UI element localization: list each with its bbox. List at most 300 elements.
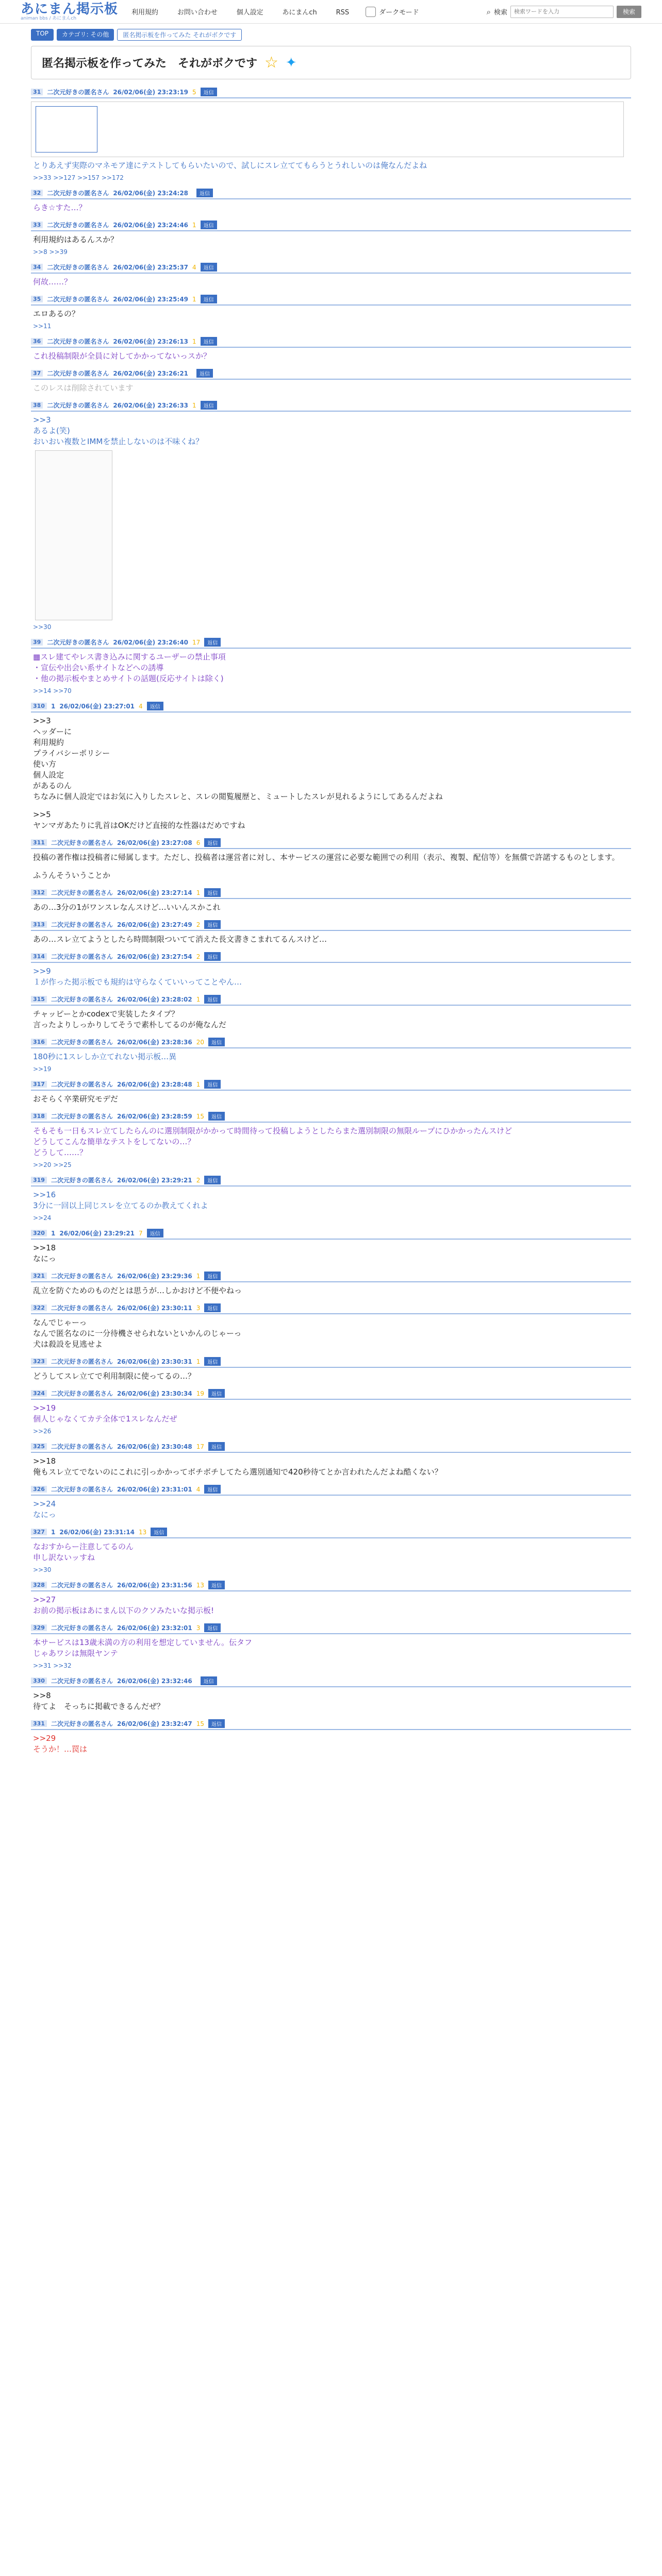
- post-fav-count[interactable]: 2: [196, 953, 201, 960]
- post-replies-links[interactable]: >>11: [33, 323, 52, 330]
- post-line: らき☆すた…？: [33, 203, 87, 212]
- crumb-thread[interactable]: 匿名掲示板を作ってみた それがボクです: [117, 29, 242, 41]
- post-item: [31, 1176, 631, 1222]
- post-item: [31, 1676, 631, 1712]
- post-body: [31, 1009, 631, 1030]
- post-item: [31, 337, 631, 362]
- post-item: [31, 1303, 631, 1350]
- post-author: 二次元好きの匿名さん: [51, 1390, 113, 1397]
- post-line: ヘッダーに: [33, 727, 72, 736]
- post-number[interactable]: 319: [31, 1177, 47, 1183]
- post-replies-links[interactable]: >>19: [33, 1065, 52, 1073]
- post-author: 二次元好きの匿名さん: [47, 89, 109, 96]
- post-author: 二次元好きの匿名さん: [51, 953, 113, 960]
- post-body: [31, 415, 631, 620]
- post-body: [31, 1094, 631, 1105]
- post-fav-count[interactable]: 1: [192, 337, 196, 345]
- post-date: 26/02/06(金) 23:26:33: [113, 402, 189, 409]
- post-author: 二次元好きの匿名さん: [47, 639, 109, 646]
- reply-button[interactable]: 返信: [208, 1442, 225, 1451]
- post-body: [31, 852, 631, 881]
- post-body: [31, 1403, 631, 1425]
- post-author: 二次元好きの匿名さん: [47, 338, 109, 345]
- post-line: おいおい複数とIMMを禁止しないのは不味くね？: [33, 437, 204, 446]
- post-fav-count[interactable]: 1: [192, 221, 196, 229]
- post-body: [31, 277, 631, 287]
- post-line[interactable]: >>24: [33, 1499, 56, 1509]
- post-fav-count[interactable]: 1: [192, 295, 196, 303]
- post-line: 俺もスレ立てでないのにこれに引っかかってボチボチしてたら選別通知で420秒待てとか言われたんだよね酷くない？: [33, 1467, 442, 1477]
- post-date: 26/02/06(金) 23:24:46: [113, 222, 189, 229]
- post-line: チャッピーとかcodexで実装したタイプ？: [33, 1009, 179, 1019]
- post-date: 26/02/06(金) 23:32:46: [117, 1677, 192, 1685]
- post-author: 二次元好きの匿名さん: [51, 1677, 113, 1685]
- post-date: 26/02/06(金) 23:27:49: [117, 921, 192, 928]
- post-body: [31, 202, 631, 213]
- post-number[interactable]: 33: [31, 222, 43, 228]
- post-body: [31, 716, 631, 831]
- post-header: [31, 1719, 631, 1730]
- post-fav-count[interactable]: 1: [196, 1358, 201, 1365]
- post-number[interactable]: 322: [31, 1304, 47, 1311]
- post-number[interactable]: 38: [31, 402, 43, 409]
- post-header: [31, 1112, 631, 1123]
- post-replies-links[interactable]: >>20 >>25: [33, 1161, 72, 1168]
- post-fav-count[interactable]: 17: [192, 638, 201, 646]
- post-number[interactable]: 321: [31, 1273, 47, 1279]
- post-header: [31, 1303, 631, 1314]
- post-item: [31, 1080, 631, 1105]
- post-author: 二次元好きの匿名さん: [51, 1358, 113, 1365]
- post-line: １が作った掲示板でも規約は守らなくていいってことやん…: [33, 977, 242, 987]
- post-line[interactable]: >>18: [33, 1243, 56, 1252]
- reply-button[interactable]: 返信: [204, 920, 221, 929]
- post-item: [31, 995, 631, 1030]
- attached-image[interactable]: [35, 450, 112, 620]
- site-header: [0, 0, 662, 24]
- post-line: 投稿の著作権は投稿者に帰属します。ただし、投稿者は運営者に対し、本サービスの運営に必要な範囲での利用（表示、複製、配信等）を無償で許諾するものとします。: [33, 853, 620, 862]
- post-fav-count[interactable]: 2: [196, 921, 201, 928]
- post-number[interactable]: 324: [31, 1390, 47, 1397]
- post-header: [31, 1038, 631, 1048]
- post-author: 二次元好きの匿名さん: [51, 1039, 113, 1046]
- post-line: 申し訳ないッすね: [33, 1553, 95, 1562]
- post-number[interactable]: 331: [31, 1720, 47, 1727]
- post-author: 二次元好きの匿名さん: [47, 264, 109, 271]
- post-header: [31, 1528, 631, 1538]
- post-line: あの…スレ立てようとしたら時間制限ついてて消えた長文書きこまれてるんスけど…: [33, 935, 327, 944]
- post-replies-links[interactable]: >>14 >>70: [33, 687, 72, 694]
- post-header: [31, 838, 631, 849]
- reply-button[interactable]: 返信: [204, 1357, 221, 1366]
- reply-button[interactable]: 返信: [196, 369, 213, 378]
- post-date: 26/02/06(金) 23:26:13: [113, 338, 189, 345]
- reply-button[interactable]: 返信: [204, 952, 221, 961]
- post-fav-count[interactable]: 1: [196, 995, 201, 1003]
- post-date: 26/02/06(金) 23:30:11: [117, 1304, 192, 1312]
- post-number[interactable]: 310: [31, 703, 47, 709]
- post-date: 26/02/06(金) 23:25:37: [113, 264, 189, 271]
- post-line: エロあるの？: [33, 309, 80, 318]
- post-number[interactable]: 312: [31, 889, 47, 896]
- post-line: なんでじゃーっ: [33, 1318, 87, 1327]
- post-fav-count[interactable]: 19: [196, 1389, 204, 1397]
- post-author: 1: [51, 1229, 56, 1237]
- post-line: なおすからー注意してるのん: [33, 1542, 134, 1551]
- post-header: [31, 1485, 631, 1496]
- post-line: プライバシーポリシー: [33, 749, 110, 758]
- post-header: [31, 263, 631, 274]
- post-fav-count[interactable]: 13: [139, 1528, 147, 1536]
- logo-title: あにまん掲示板: [21, 1, 119, 17]
- post-item: [31, 1229, 631, 1264]
- reply-button[interactable]: 返信: [201, 337, 217, 346]
- post-header: [31, 1581, 631, 1591]
- post-replies-links[interactable]: >>31 >>32: [33, 1662, 72, 1669]
- twitter-share-icon[interactable]: ✦: [285, 55, 297, 71]
- post-body: [31, 1499, 631, 1520]
- post-item: [31, 952, 631, 988]
- post-header: [31, 1229, 631, 1240]
- reply-button[interactable]: 返信: [204, 995, 221, 1004]
- post-line: 本サービスは13歳未満の方の利用を想定していません。伝タフ: [33, 1638, 252, 1647]
- post-date: 26/02/06(金) 23:31:14: [59, 1529, 135, 1536]
- post-number[interactable]: 317: [31, 1081, 47, 1088]
- post-author: 二次元好きの匿名さん: [51, 921, 113, 928]
- post-number[interactable]: 35: [31, 296, 43, 302]
- post-replies-links[interactable]: >>24: [33, 1214, 52, 1222]
- post-header: [31, 1623, 631, 1634]
- post-replies-links[interactable]: >>30: [33, 623, 52, 631]
- post-number[interactable]: 328: [31, 1582, 47, 1588]
- post-date: 26/02/06(金) 23:25:49: [113, 296, 189, 303]
- post-fav-count[interactable]: 5: [192, 88, 196, 96]
- post-line: ・宣伝や出会い系サイトなどへの誘導: [33, 663, 164, 672]
- post-line: 3分に一回以上同じスレを立てるのか教えてくれよ: [33, 1201, 208, 1210]
- reply-button[interactable]: 返信: [201, 88, 217, 96]
- post-line: 利用規約はあるんスか？: [33, 235, 119, 244]
- post-header: [31, 1389, 631, 1400]
- post-line: お前の掲示板はあにまん以下のクソみたいな掲示板!: [33, 1606, 214, 1615]
- post-date: 26/02/06(金) 23:30:34: [117, 1390, 192, 1397]
- post-number[interactable]: 31: [31, 89, 43, 95]
- reply-button[interactable]: 返信: [208, 1112, 225, 1121]
- post-date: 26/02/06(金) 23:27:08: [117, 839, 192, 846]
- post-body: [31, 1541, 631, 1563]
- reply-button[interactable]: 返信: [201, 221, 217, 229]
- reply-button[interactable]: 返信: [204, 1176, 221, 1184]
- post-author: 二次元好きの匿名さん: [51, 1304, 113, 1312]
- post-item: [31, 1357, 631, 1382]
- reply-button[interactable]: 返信: [147, 1229, 163, 1238]
- search-input[interactable]: [510, 6, 614, 18]
- post-author: 二次元好きの匿名さん: [47, 370, 109, 377]
- reply-button[interactable]: 返信: [151, 1528, 167, 1536]
- reply-button[interactable]: 返信: [208, 1038, 225, 1046]
- favorite-star-icon[interactable]: ☆: [264, 54, 278, 72]
- crumb-category[interactable]: カテゴリ: その他: [57, 29, 114, 41]
- post-number[interactable]: 329: [31, 1624, 47, 1631]
- post-fav-count[interactable]: 1: [196, 1272, 201, 1280]
- post-fav-count[interactable]: 4: [196, 1485, 201, 1493]
- reply-button[interactable]: 返信: [196, 189, 213, 197]
- post-item: [31, 1581, 631, 1616]
- post-item: [31, 638, 631, 694]
- post-author: 二次元好きの匿名さん: [51, 1273, 113, 1280]
- post-fav-count[interactable]: 1: [196, 1080, 201, 1088]
- thread-main: [0, 46, 662, 1755]
- post-body: [31, 652, 631, 684]
- reply-button[interactable]: 返信: [201, 1676, 217, 1685]
- post-fav-count[interactable]: 17: [196, 1443, 204, 1450]
- post-author: 二次元好きの匿名さん: [51, 1081, 113, 1088]
- post-fav-count[interactable]: 6: [196, 839, 201, 846]
- post-line: 個人じゃなくてカテ全体で1スレなんだぜ: [33, 1414, 177, 1423]
- post-number[interactable]: 325: [31, 1443, 47, 1450]
- darkmode-checkbox[interactable]: [366, 7, 376, 17]
- post-line: なんで匿名なのに一分待機させられないといかんのじゃーっ: [33, 1329, 242, 1338]
- post-fav-count[interactable]: 3: [196, 1624, 201, 1632]
- post-date: 26/02/06(金) 23:28:48: [117, 1081, 192, 1088]
- post-line[interactable]: >>27: [33, 1595, 56, 1604]
- post-header: [31, 88, 631, 98]
- post-date: 26/02/06(金) 23:27:54: [117, 953, 192, 960]
- post-body: [31, 1243, 631, 1264]
- post-line: 180秒に1スレしか立てれない掲示板…異: [33, 1052, 177, 1061]
- post-date: 26/02/06(金) 23:26:21: [113, 370, 189, 377]
- post-line: なにっ: [33, 1254, 56, 1263]
- post-line: 言ったよりしっかりしてそうで素朴してるのが俺なんだ: [33, 1020, 227, 1029]
- post-number[interactable]: 318: [31, 1113, 47, 1120]
- reply-button[interactable]: 返信: [201, 401, 217, 410]
- post-line: [33, 802, 631, 809]
- post-author: 二次元好きの匿名さん: [51, 839, 113, 846]
- thread-header: [31, 46, 631, 79]
- post-header: [31, 1176, 631, 1187]
- post-date: 26/02/06(金) 23:30:31: [117, 1358, 192, 1365]
- post-body: [31, 1052, 631, 1062]
- post-fav-count[interactable]: 20: [196, 1038, 204, 1046]
- post-body: [31, 383, 631, 394]
- post-line: そもそも一日もスレ立てしたらんのに選別制限がかかって時間待って投稿しようとしたらまた選別制限の無限ループにひかかったんスけど: [33, 1126, 512, 1136]
- post-number[interactable]: 315: [31, 996, 47, 1003]
- post-date: 26/02/06(金) 23:26:40: [113, 639, 189, 646]
- post-author: 1: [51, 1528, 56, 1536]
- post-fav-count[interactable]: 4: [192, 263, 196, 271]
- post-line: 待てよ そっちに掲載できるんだぜ？: [33, 1702, 165, 1711]
- post-line: 使い方: [33, 759, 57, 769]
- post-line: 乱立を防ぐためのものだとは思うが…しかおけど不便やねっ: [33, 1286, 242, 1295]
- post-number[interactable]: 32: [31, 190, 43, 196]
- post-fav-count[interactable]: 1: [192, 401, 196, 409]
- post-number[interactable]: 36: [31, 338, 43, 345]
- post-line: 犬は殺設を見逃せよ: [33, 1340, 103, 1349]
- post-number[interactable]: 311: [31, 839, 47, 846]
- post-item: [31, 1719, 631, 1755]
- reply-button[interactable]: 返信: [204, 1272, 221, 1280]
- reply-button[interactable]: 返信: [204, 1485, 221, 1494]
- post-header: [31, 702, 631, 713]
- post-body: [31, 1637, 631, 1659]
- post-body: [31, 1126, 631, 1158]
- breadcrumb: [0, 24, 662, 46]
- post-item: [31, 1528, 631, 1573]
- post-fav-count[interactable]: 15: [196, 1112, 204, 1120]
- site-logo[interactable]: [21, 3, 118, 21]
- post-replies-links[interactable]: >>30: [33, 1566, 52, 1573]
- post-item: [31, 1112, 631, 1168]
- post-author: 二次元好きの匿名さん: [51, 1720, 113, 1727]
- nav-settings[interactable]: 個人設定: [236, 9, 263, 16]
- post-date: 26/02/06(金) 23:31:01: [117, 1486, 192, 1493]
- reply-button[interactable]: 返信: [147, 702, 163, 710]
- reply-button[interactable]: 返信: [204, 838, 221, 847]
- post-header: [31, 952, 631, 963]
- reply-button[interactable]: 返信: [204, 638, 221, 647]
- post-number[interactable]: 313: [31, 921, 47, 928]
- post-fav-count[interactable]: 2: [196, 1176, 201, 1184]
- post-date: 26/02/06(金) 23:29:21: [59, 1230, 135, 1237]
- post-body: [31, 934, 631, 945]
- post-header: [31, 401, 631, 412]
- post-number[interactable]: 316: [31, 1039, 47, 1045]
- post-number[interactable]: 326: [31, 1486, 47, 1493]
- post-item: [31, 221, 631, 256]
- post-body: [31, 902, 631, 913]
- post-body: [31, 966, 631, 988]
- reply-button[interactable]: 返信: [204, 1303, 221, 1312]
- reply-button[interactable]: 返信: [201, 263, 217, 272]
- post-line[interactable]: >>16: [33, 1190, 56, 1199]
- post-header: [31, 1272, 631, 1282]
- post-header: [31, 295, 631, 306]
- post-line: おそらく卒業研究モデだ: [33, 1094, 119, 1104]
- post-line: これ投稿制限が全員に対してかかってないっスか？: [33, 351, 211, 361]
- post-line[interactable]: >>9: [33, 967, 51, 976]
- post-line: あの…3分の1がワンスレなんスけど…いいんスかこれ: [33, 903, 221, 912]
- post-line[interactable]: >>29: [33, 1734, 56, 1743]
- post-line[interactable]: >>3: [33, 716, 51, 725]
- nav-terms[interactable]: 利用規約: [131, 9, 159, 16]
- post-item: [31, 369, 631, 394]
- post-item: [31, 920, 631, 945]
- post-author: 二次元好きの匿名さん: [51, 1443, 113, 1450]
- link-preview-card[interactable]: [31, 101, 624, 157]
- reply-button[interactable]: 返信: [204, 1623, 221, 1632]
- post-line[interactable]: >>3: [33, 415, 51, 425]
- post-line: [33, 863, 631, 870]
- post-item: [31, 702, 631, 831]
- post-header: [31, 1357, 631, 1368]
- post-fav-count[interactable]: 13: [196, 1581, 204, 1589]
- post-number[interactable]: 320: [31, 1230, 47, 1236]
- post-fav-count[interactable]: 15: [196, 1720, 204, 1727]
- post-replies-links[interactable]: >>33 >>127 >>157 >>172: [33, 174, 124, 181]
- reply-button[interactable]: 返信: [204, 888, 221, 897]
- post-line: じゃあワシは無限ヤンテ: [33, 1649, 118, 1658]
- nav-rss[interactable]: RSS: [336, 9, 350, 16]
- post-number[interactable]: 330: [31, 1677, 47, 1684]
- post-header: [31, 337, 631, 348]
- search-label: 検索: [493, 9, 507, 16]
- post-header: [31, 920, 631, 931]
- post-line: ▦スレ建てやレス書き込みに関するユーザーの禁止事項: [33, 652, 226, 662]
- post-replies-links[interactable]: >>8 >>39: [33, 248, 68, 256]
- post-line: ヤンマガあたりに乳首はOKだけど直接的な性器はだめですね: [33, 821, 245, 830]
- post-line: どうしてこんな簡単なテストをしてないの…？: [33, 1137, 195, 1146]
- post-line[interactable]: >>8: [33, 1691, 51, 1700]
- logo-subtitle: animan bbs / あにまんch: [21, 15, 77, 21]
- post-replies-links[interactable]: >>26: [33, 1428, 52, 1435]
- post-author: 二次元好きの匿名さん: [51, 1113, 113, 1120]
- post-line[interactable]: >>19: [33, 1403, 56, 1413]
- post-line: 利用規約: [33, 738, 64, 747]
- post-fav-count[interactable]: 1: [196, 889, 201, 896]
- reply-button[interactable]: 返信: [208, 1581, 225, 1589]
- post-author: 二次元好きの匿名さん: [51, 889, 113, 896]
- post-item: [31, 1272, 631, 1296]
- post-number[interactable]: 34: [31, 264, 43, 270]
- reply-button[interactable]: 返信: [208, 1389, 225, 1398]
- search-box: [487, 6, 641, 18]
- reply-button[interactable]: 返信: [208, 1719, 225, 1728]
- reply-button[interactable]: 返信: [201, 295, 217, 303]
- post-number[interactable]: 37: [31, 370, 43, 377]
- post-number[interactable]: 327: [31, 1529, 47, 1535]
- post-line: なにっ: [33, 1510, 56, 1519]
- post-list: [31, 88, 631, 1755]
- post-body: [31, 351, 631, 362]
- reply-button[interactable]: 返信: [204, 1080, 221, 1089]
- post-date: 26/02/06(金) 23:29:36: [117, 1273, 192, 1280]
- post-fav-count[interactable]: 3: [196, 1304, 201, 1312]
- post-number[interactable]: 39: [31, 639, 43, 646]
- darkmode-toggle[interactable]: [366, 7, 419, 17]
- post-author: 二次元好きの匿名さん: [51, 1624, 113, 1632]
- post-number[interactable]: 323: [31, 1358, 47, 1365]
- post-item: [31, 401, 631, 631]
- post-fav-count[interactable]: 7: [139, 1229, 143, 1237]
- post-date: 26/02/06(金) 23:24:28: [113, 190, 189, 197]
- post-line: 何故……？: [33, 277, 72, 286]
- post-line[interactable]: >>18: [33, 1456, 56, 1466]
- post-header: [31, 1442, 631, 1453]
- top-nav: [131, 7, 366, 16]
- post-line: このレスは削除されています: [33, 383, 134, 393]
- post-body: [31, 1317, 631, 1350]
- post-body: [31, 1595, 631, 1616]
- post-author: 二次元好きの匿名さん: [51, 1582, 113, 1589]
- post-line[interactable]: >>5: [33, 810, 51, 819]
- thread-title-text: 匿名掲示板を作ってみた それがボクです: [42, 57, 258, 70]
- post-number[interactable]: 314: [31, 953, 47, 960]
- preview-image: [36, 106, 97, 152]
- post-item: [31, 1623, 631, 1669]
- post-author: 二次元好きの匿名さん: [51, 996, 113, 1003]
- post-body: [31, 1733, 631, 1755]
- post-date: 26/02/06(金) 23:29:21: [117, 1177, 192, 1184]
- crumb-top[interactable]: TOP: [31, 29, 54, 41]
- post-fav-count[interactable]: 4: [139, 702, 143, 710]
- nav-animanch[interactable]: あにまんch: [282, 9, 317, 16]
- post-author: 二次元好きの匿名さん: [51, 1177, 113, 1184]
- post-author: 二次元好きの匿名さん: [51, 1486, 113, 1493]
- post-line: ふうんそういうことか: [33, 871, 111, 880]
- search-button[interactable]: 検索: [617, 6, 641, 18]
- darkmode-label: ダークモード: [379, 9, 419, 16]
- post-date: 26/02/06(金) 23:31:56: [117, 1582, 192, 1589]
- nav-contact[interactable]: お問い合わせ: [177, 9, 218, 16]
